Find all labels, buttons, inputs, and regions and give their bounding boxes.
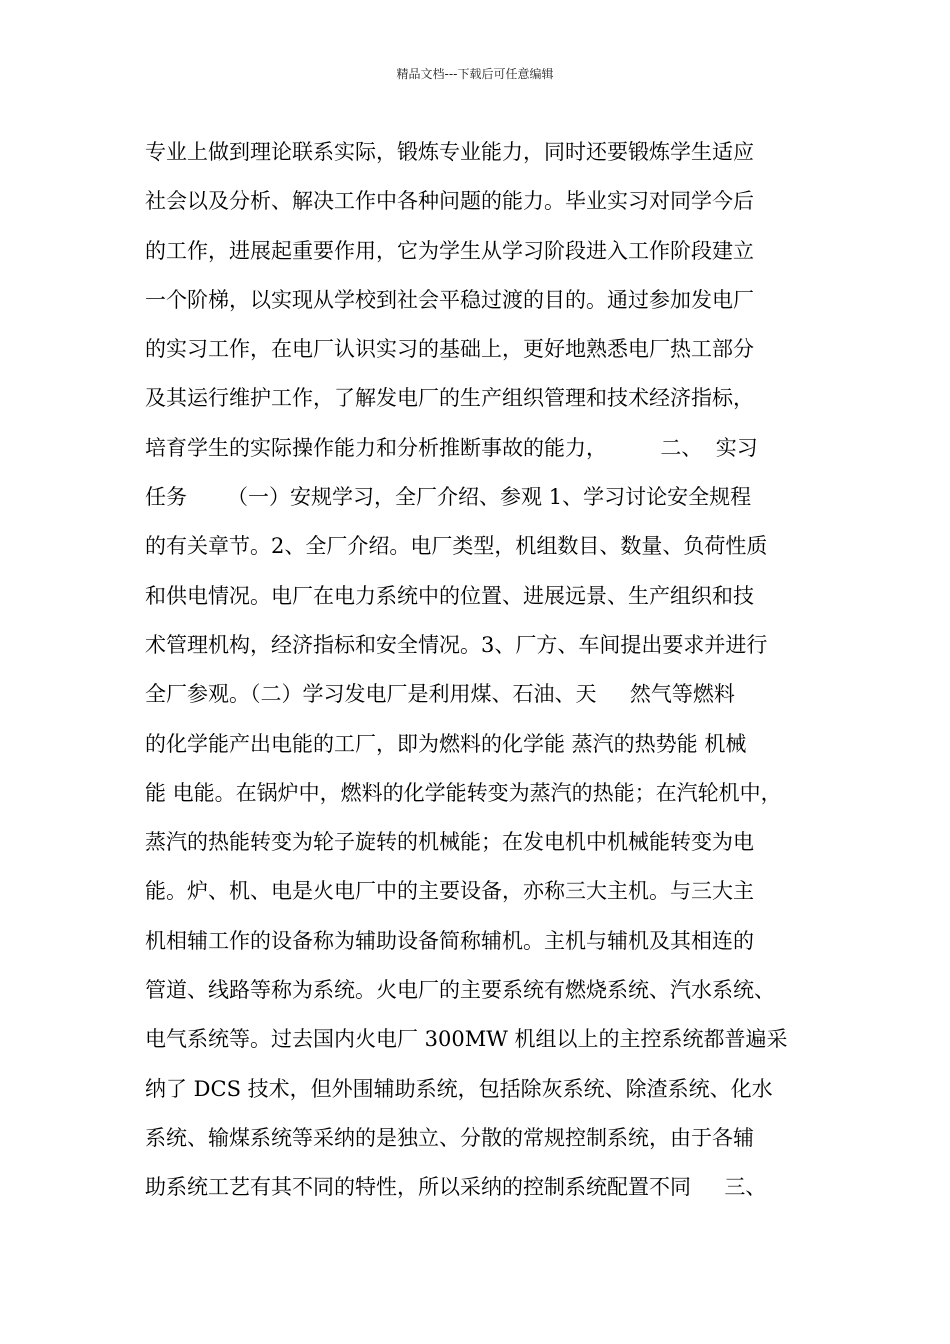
text-line: 任务 （一）安规学习，全厂介绍、参观 1、学习讨论安全规程	[145, 485, 752, 510]
text-line: 专业上做到理论联系实际，锻炼专业能力，同时还要锻炼学生适应	[145, 140, 754, 164]
text-line: 机相辅工作的设备称为辅助设备简称辅机。主机与辅机及其相连的	[145, 928, 754, 953]
text-line: 术管理机构，经济指标和安全情况。3、厂方、车间提出要求并进行	[145, 632, 768, 657]
page-header: 精品文档---下载后可任意编辑	[396, 67, 554, 81]
text-line: 一个阶梯，以实现从学校到社会平稳过渡的目的。通过参加发电厂	[145, 287, 754, 312]
text-line: 的化学能产出电能的工厂，即为燃料的化学能 蒸汽的热势能 机械	[145, 731, 747, 756]
text-line: 的有关章节。2、全厂介绍。电厂类型，机组数目、数量、负荷性质	[145, 534, 768, 559]
text-line: 蒸汽的热能转变为轮子旋转的机械能；在发电机中机械能转变为电	[145, 830, 754, 855]
text-line: 全厂参观。（二）学习发电厂是利用煤、石油、天 然气等燃料	[145, 682, 735, 707]
text-line: 纳了 DCS 技术，但外围辅助系统，包括除灰系统、除渣系统、化水	[145, 1076, 773, 1101]
text-line: 及其运行维护工作，了解发电厂的生产组织管理和技术经济指标，	[145, 386, 754, 411]
text-line: 电气系统等。过去国内火电厂 300MW 机组以上的主控系统都普遍采	[145, 1027, 788, 1052]
document-body	[145, 128, 835, 1213]
text-line: 系统、输煤系统等采纳的是独立、分散的常规控制系统，由于各辅	[145, 1125, 754, 1150]
text-line: 能 电能。在锅炉中，燃料的化学能转变为蒸汽的热能；在汽轮机中，	[145, 780, 782, 805]
text-line: 培育学生的实际操作能力和分析推断事故的能力， 二、 实习	[145, 435, 758, 460]
text-line: 和供电情况。电厂在电力系统中的位置、进展远景、生产组织和技	[145, 583, 754, 608]
text-line: 的实习工作，在电厂认识实习的基础上，更好地熟悉电厂热工部分	[145, 337, 754, 362]
text-line: 的工作，进展起重要作用，它为学生从学习阶段进入工作阶段建立	[145, 238, 754, 263]
text-line: 助系统工艺有其不同的特性，所以采纳的控制系统配置不同 三、	[145, 1175, 767, 1200]
text-line: 能。炉、机、电是火电厂中的主要设备，亦称三大主机。与三大主	[145, 879, 754, 904]
text-line: 社会以及分析、解决工作中各种问题的能力。毕业实习对同学今后	[145, 189, 754, 214]
text-line: 管道、线路等称为系统。火电厂的主要系统有燃烧系统、汽水系统、	[145, 978, 775, 1003]
